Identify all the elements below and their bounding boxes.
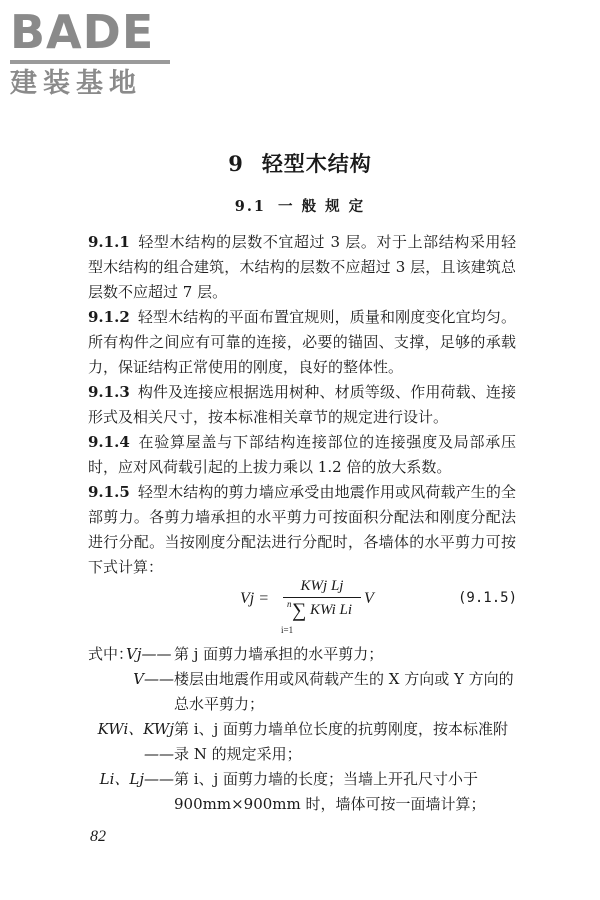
chapter-title: 轻型木结构 bbox=[261, 151, 372, 176]
formula-fraction bbox=[281, 576, 361, 635]
clause-id: 9.1.2 bbox=[88, 308, 130, 326]
logo-wordmark: BADE bbox=[10, 5, 155, 59]
clause-list bbox=[88, 230, 516, 580]
clause-9-1-2 bbox=[88, 305, 516, 380]
logo bbox=[10, 6, 180, 100]
where-symbol: V—— bbox=[133, 670, 174, 688]
sum-sigma: ∑ bbox=[291, 599, 307, 622]
sum-upper-limit: n bbox=[287, 599, 292, 609]
equation-number: (9.1.5) bbox=[458, 590, 518, 606]
clause-text: 构件及连接应根据选用树种、材质等级、作用荷载、连接形式及相关尺寸，按本标准相关章节的规定进行设计。 bbox=[88, 383, 516, 426]
chapter-heading bbox=[0, 148, 600, 178]
clause-id: 9.1.4 bbox=[88, 433, 130, 451]
clause-text: 轻型木结构的平面布置宜规则，质量和刚度变化宜均匀。所有构件之间应有可靠的连接，必要的锚固、支撑，足够的承载力，保证结构正常使用的刚度，良好的整体性。 bbox=[88, 308, 516, 376]
where-row bbox=[0, 642, 600, 667]
formula-lhs: Vj = bbox=[240, 590, 270, 607]
clause-9-1-1 bbox=[88, 230, 516, 305]
where-row bbox=[0, 767, 600, 817]
where-symbol: Vj—— bbox=[126, 645, 172, 663]
section-title: 一 般 规 定 bbox=[278, 198, 366, 215]
where-symbol: KWi、KWj—— bbox=[97, 720, 174, 763]
where-definition: 第 j 面剪力墙承担的水平剪力； bbox=[174, 645, 384, 663]
chapter-number: 9 bbox=[228, 151, 244, 176]
clause-text: 轻型木结构的层数不宜超过 3 层。对于上部结构采用轻型木结构的组合建筑，木结构的层数不应超过 3 层，且该建筑总层数不应超过 7 层。 bbox=[88, 233, 516, 301]
symbol-definitions bbox=[0, 642, 600, 817]
fraction-bar bbox=[283, 597, 361, 598]
logo-rule bbox=[10, 60, 170, 64]
clause-id: 9.1.5 bbox=[88, 483, 130, 501]
where-definition: 第 i、j 面剪力墙的长度；当墙上开孔尺寸小于 900mm×900mm 时，墙体可按一面墙计算； bbox=[174, 770, 486, 813]
clause-id: 9.1.3 bbox=[88, 383, 130, 401]
sum-lower-limit: i=1 bbox=[281, 625, 294, 635]
where-lead: 式中： bbox=[88, 645, 134, 663]
where-row bbox=[0, 667, 600, 717]
page-number: 82 bbox=[90, 828, 106, 845]
section-heading bbox=[0, 195, 600, 216]
formula-9-1-5 bbox=[0, 576, 600, 640]
clause-text: 在验算屋盖与下部结构连接部位的连接强度及局部承压时，应对风荷载引起的上拔力乘以 1.2 倍的放大系数。 bbox=[88, 433, 516, 476]
clause-text: 轻型木结构的剪力墙应承受由地震作用或风荷载产生的全部剪力。各剪力墙承担的水平剪力可按面积分配法和刚度分配法进行分配。当按刚度分配法进行分配时，各墙体的水平剪力可按下式计算： bbox=[88, 483, 516, 576]
logo-subtitle: 建装基地 bbox=[10, 68, 142, 99]
clause-9-1-3 bbox=[88, 380, 516, 430]
formula-denominator-group bbox=[281, 599, 361, 635]
clause-9-1-5 bbox=[88, 480, 516, 580]
where-definition: 第 i、j 面剪力墙单位长度的抗剪刚度，按本标准附录 N 的规定采用； bbox=[174, 720, 508, 763]
formula-denominator: KWi Li bbox=[309, 602, 353, 618]
clause-9-1-4 bbox=[88, 430, 516, 480]
where-row bbox=[0, 717, 600, 767]
where-symbol: Li、Lj—— bbox=[99, 770, 174, 788]
clause-id: 9.1.1 bbox=[88, 233, 130, 251]
formula-numerator: KWj Lj bbox=[300, 578, 344, 594]
formula-rhs: V bbox=[364, 590, 374, 607]
section-number: 9.1 bbox=[234, 198, 267, 215]
where-definition: 楼层由地震作用或风荷载产生的 X 方向或 Y 方向的总水平剪力； bbox=[174, 670, 514, 713]
